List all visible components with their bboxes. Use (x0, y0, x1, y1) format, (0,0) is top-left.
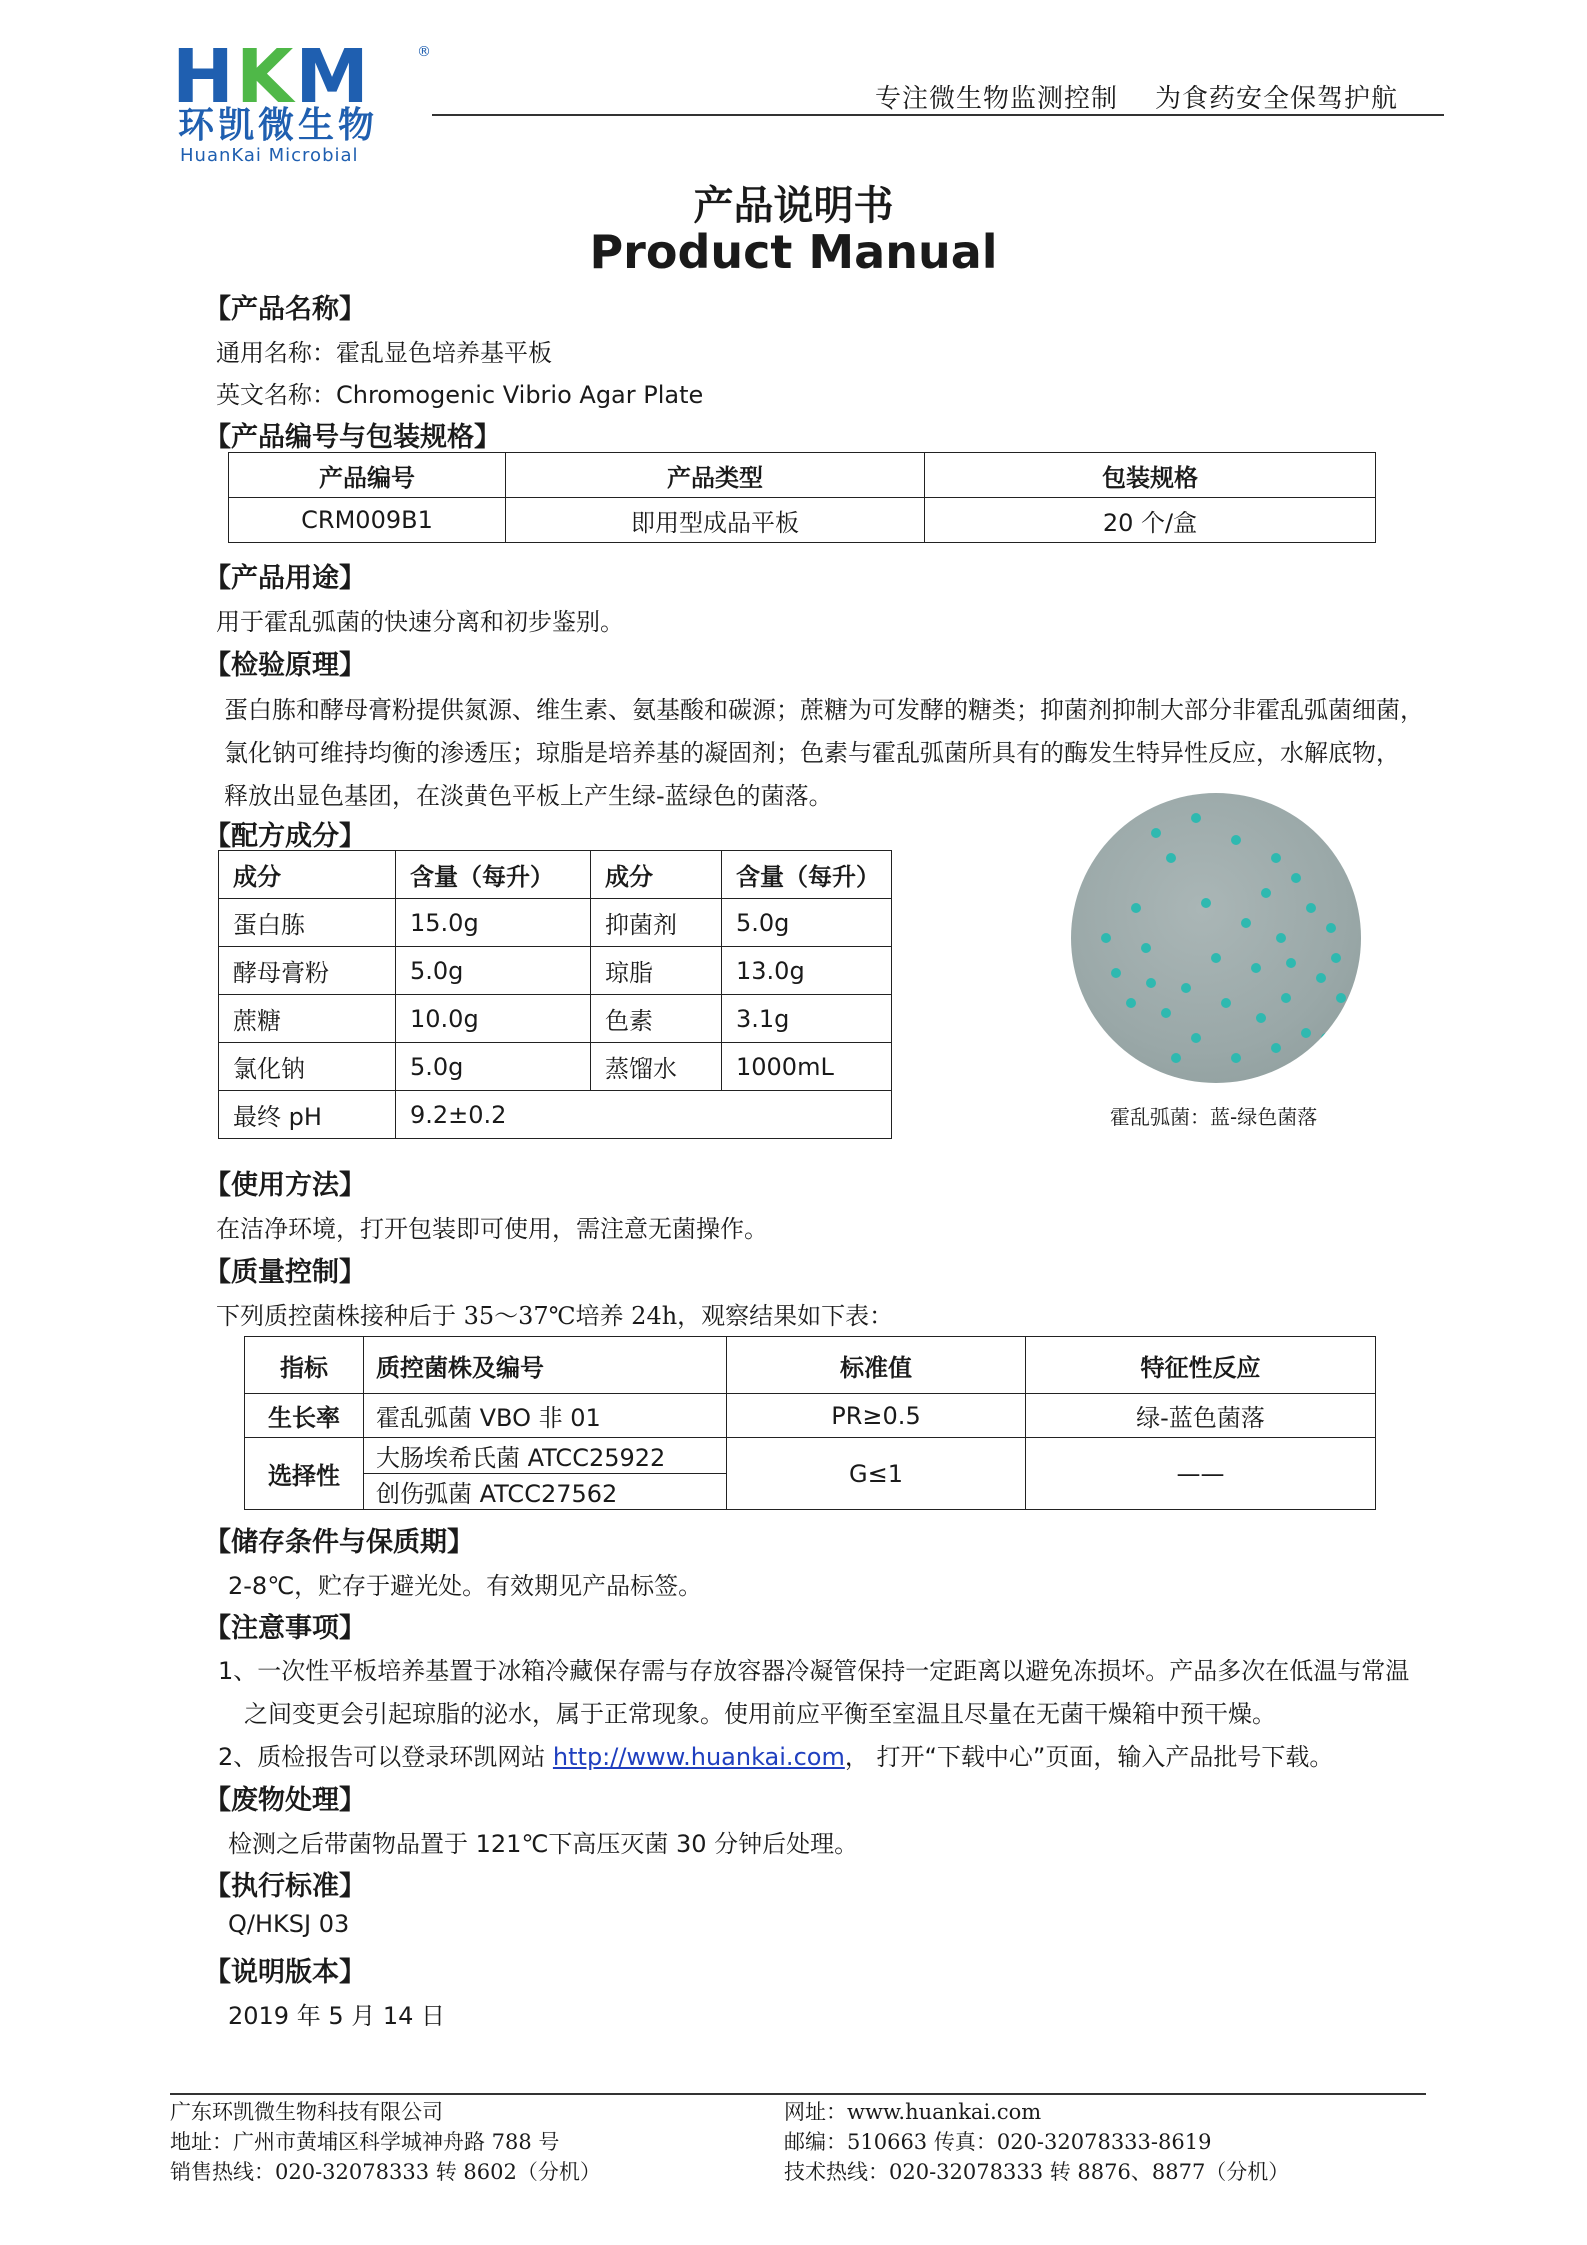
storage-text: 2-8℃，贮存于避光处。有效期见产品标签。 (228, 1572, 703, 1600)
table-row (245, 1438, 1376, 1474)
amount: 10.0g (396, 995, 591, 1043)
package-spec: 20 个/盒 (925, 498, 1376, 543)
agar-plate-photo (1071, 793, 1361, 1083)
selectivity-strain: 大肠埃希氏菌 ATCC25922 (364, 1438, 727, 1474)
colony-dot (1316, 973, 1326, 983)
colony-dot (1101, 933, 1111, 943)
colony-dot (1111, 968, 1121, 978)
logo-letter-k: K (235, 34, 296, 120)
ph-value: 9.2±0.2 (396, 1091, 892, 1139)
generic-name: 通用名称：霍乱显色培养基平板 (216, 339, 552, 367)
table-header: 包装规格 (925, 453, 1376, 498)
note-2-prefix: 2、质检报告可以登录环凯网站 (218, 1743, 553, 1771)
product-type: 即用型成品平板 (506, 498, 925, 543)
section-code-spec: 【产品编号与包装规格】 (204, 422, 501, 453)
table-row (219, 995, 892, 1043)
colony-dot (1211, 953, 1221, 963)
table-row (219, 1091, 892, 1139)
table-header: 指标 (245, 1337, 364, 1394)
note-1: 1、一次性平板培养基置于冰箱冷藏保存需与存放容器冷凝管保持一定距离以避免冻损坏。产品多次在低温与常温 (218, 1657, 1410, 1685)
colony-dot (1276, 933, 1286, 943)
section-principle: 【检验原理】 (204, 650, 366, 681)
colony-dot (1321, 1033, 1331, 1043)
footer-website: 网址：www.huankai.com (784, 2100, 1042, 2124)
plate-caption: 霍乱弧菌：蓝-绿色菌落 (1110, 1105, 1318, 1129)
table-header: 含量（每升） (396, 851, 591, 899)
selectivity-standard: G≤1 (727, 1438, 1026, 1510)
colony-dot (1301, 1028, 1311, 1038)
colony-dot (1281, 993, 1291, 1003)
brand-name-en: HuanKai Microbial (180, 145, 359, 166)
table-row (219, 947, 892, 995)
table-row (219, 1043, 892, 1091)
table-header-row (229, 453, 1376, 498)
table-header: 含量（每升） (722, 851, 892, 899)
note-2 (218, 1737, 1333, 1772)
principle-line: 释放出显色基团，在淡黄色平板上产生绿-蓝绿色的菌落。 (224, 782, 833, 810)
ingredient: 蒸馏水 (591, 1043, 722, 1091)
amount: 5.0g (396, 1043, 591, 1091)
colony-dot (1151, 828, 1161, 838)
product-code: CRM009B1 (229, 498, 506, 543)
ingredient: 蛋白胨 (219, 899, 396, 947)
logo-letter-h: H (172, 34, 236, 120)
selectivity-strain: 创伤弧菌 ATCC27562 (364, 1474, 727, 1510)
amount: 5.0g (722, 899, 892, 947)
colony-dot (1271, 853, 1281, 863)
section-formula: 【配方成分】 (204, 821, 366, 852)
growth-standard: PR≥0.5 (727, 1394, 1026, 1438)
logo-letter-m: M (295, 34, 371, 120)
colony-dot (1256, 1013, 1266, 1023)
colony-dot (1171, 1053, 1181, 1063)
table-header: 成分 (591, 851, 722, 899)
colony-dot (1231, 835, 1241, 845)
footer-company: 广东环凯微生物科技有限公司 (170, 2100, 443, 2124)
principle-line: 氯化钠可维持均衡的渗透压；琼脂是培养基的凝固剂；色素与霍乱弧菌所具有的酶发生特异性反应，水解底物， (224, 739, 1400, 767)
ph-label: 最终 pH (219, 1091, 396, 1139)
section-method: 【使用方法】 (204, 1170, 366, 1201)
ingredient: 琼脂 (591, 947, 722, 995)
principle-line: 蛋白胨和酵母膏粉提供氮源、维生素、氨基酸和碳源；蔗糖为可发酵的糖类；抑菌剂抑制大部分非霍乱弧菌细菌， (224, 696, 1424, 724)
section-qc: 【质量控制】 (204, 1257, 366, 1288)
colony-dot (1191, 1033, 1201, 1043)
note-2-suffix: ， 打开“下载中心”页面，输入产品批号下载。 (844, 1743, 1334, 1771)
colony-dot (1131, 903, 1141, 913)
table-header-row (219, 851, 892, 899)
table-header: 特征性反应 (1026, 1337, 1376, 1394)
table-header-row (245, 1337, 1376, 1394)
colony-dot (1166, 853, 1176, 863)
amount: 3.1g (722, 995, 892, 1043)
growth-reaction: 绿-蓝色菌落 (1026, 1394, 1376, 1438)
amount: 15.0g (396, 899, 591, 947)
code-table (228, 452, 1376, 543)
section-notes: 【注意事项】 (204, 1613, 366, 1644)
colony-dot (1331, 953, 1341, 963)
selectivity-reaction: —— (1026, 1438, 1376, 1510)
ingredient: 色素 (591, 995, 722, 1043)
note-1-cont: 之间变更会引起琼脂的泌水，属于正常现象。使用前应平衡至室温且尽量在无菌干燥箱中预干燥。 (244, 1700, 1276, 1728)
ingredient: 酵母膏粉 (219, 947, 396, 995)
table-header: 产品类型 (506, 453, 925, 498)
english-name: 英文名称：Chromogenic Vibrio Agar Plate (216, 381, 704, 409)
colony-dot (1241, 918, 1251, 928)
colony-dot (1161, 1008, 1171, 1018)
table-row (229, 498, 1376, 543)
colony-dot (1306, 903, 1316, 913)
ingredient: 蔗糖 (219, 995, 396, 1043)
colony-dot (1326, 923, 1336, 933)
page-title-cn: 产品说明书 (693, 183, 894, 229)
colony-dot (1141, 943, 1151, 953)
colony-dot (1261, 888, 1271, 898)
brand-logo (172, 34, 371, 120)
footer-postcode-fax: 邮编：510663 传真：020-32078333-8619 (784, 2130, 1212, 2154)
section-storage: 【储存条件与保质期】 (204, 1527, 474, 1558)
colony-dot (1126, 998, 1136, 1008)
colony-dot (1231, 1053, 1241, 1063)
qc-intro: 下列质控菌株接种后于 35～37℃培养 24h，观察结果如下表： (216, 1302, 894, 1330)
table-row (245, 1394, 1376, 1438)
standard-text: Q/HKSJ 03 (228, 1910, 350, 1938)
footer-divider (170, 2093, 1426, 2095)
waste-text: 检测之后带菌物品置于 121℃下高压灭菌 30 分钟后处理。 (228, 1830, 859, 1858)
ingredient: 氯化钠 (219, 1043, 396, 1091)
amount: 5.0g (396, 947, 591, 995)
colony-dot (1251, 963, 1261, 973)
website-link[interactable]: http://www.huankai.com (552, 1743, 845, 1771)
version-text: 2019 年 5 月 14 日 (228, 2002, 446, 2030)
section-product-name: 【产品名称】 (204, 294, 366, 325)
colony-dot (1201, 898, 1211, 908)
colony-dot (1291, 873, 1301, 883)
colony-dot (1336, 993, 1346, 1003)
section-standard: 【执行标准】 (204, 1871, 366, 1902)
method-text: 在洁净环境，打开包装即可使用，需注意无菌操作。 (216, 1215, 768, 1243)
colony-dot (1146, 978, 1156, 988)
amount: 1000mL (722, 1043, 892, 1091)
table-row (219, 899, 892, 947)
footer-sales: 销售热线：020-32078333 转 8602（分机） (170, 2160, 601, 2184)
table-header: 成分 (219, 851, 396, 899)
colony-dot (1191, 813, 1201, 823)
use-text: 用于霍乱弧菌的快速分离和初步鉴别。 (216, 608, 624, 636)
amount: 13.0g (722, 947, 892, 995)
table-header: 质控菌株及编号 (364, 1337, 727, 1394)
colony-dot (1286, 958, 1296, 968)
growth-strain: 霍乱弧菌 VBO 非 01 (364, 1394, 727, 1438)
section-waste: 【废物处理】 (204, 1785, 366, 1816)
colony-dot (1221, 998, 1231, 1008)
qc-table (244, 1336, 1376, 1510)
registered-mark: ® (417, 44, 431, 60)
footer-tech: 技术热线：020-32078333 转 8876、8877（分机） (784, 2160, 1290, 2184)
growth-label: 生长率 (245, 1394, 364, 1438)
ingredient: 抑菌剂 (591, 899, 722, 947)
footer-address: 地址：广州市黄埔区科学城神舟路 788 号 (170, 2130, 560, 2154)
slogan: 专注微生物监测控制 为食药安全保驾护航 (875, 84, 1399, 114)
section-use: 【产品用途】 (204, 563, 366, 594)
brand-name-cn: 环凯微生物 (178, 105, 379, 146)
table-header: 产品编号 (229, 453, 506, 498)
page-title-en: Product Manual (589, 225, 998, 279)
selectivity-label: 选择性 (245, 1438, 364, 1510)
header-divider (432, 114, 1444, 116)
colony-dot (1271, 1043, 1281, 1053)
section-version: 【说明版本】 (204, 1957, 366, 1988)
table-header: 标准值 (727, 1337, 1026, 1394)
formula-table (218, 850, 892, 1139)
colony-dot (1181, 983, 1191, 993)
